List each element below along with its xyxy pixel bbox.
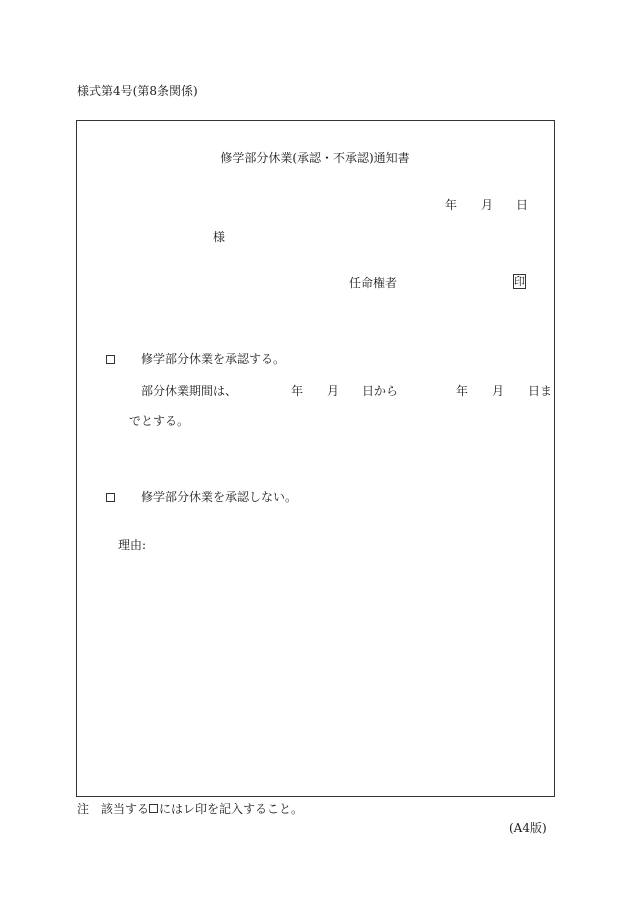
- period-end-year: 年: [456, 384, 469, 398]
- period-start-month: 月: [327, 384, 340, 398]
- reject-option-label: 修学部分休業を承認しない。: [141, 490, 298, 504]
- form-frame: [76, 120, 555, 797]
- reason-label: 理由:: [118, 538, 147, 552]
- date-year-label: 年: [445, 198, 458, 212]
- note-text-after: にはレ印を記入すること。: [159, 802, 304, 816]
- date-month-label: 月: [481, 198, 494, 212]
- note-marker: 注: [77, 802, 90, 816]
- period-label: 部分休業期間は、: [141, 384, 238, 398]
- authority-label: 任命権者: [349, 276, 398, 290]
- form-number-label: 様式第4号(第8条関係): [77, 84, 198, 98]
- note-text-before: 該当する: [101, 802, 150, 816]
- approve-checkbox[interactable]: [106, 355, 115, 364]
- document-title: 修学部分休業(承認・不承認)通知書: [220, 151, 410, 165]
- reject-checkbox[interactable]: [106, 493, 115, 502]
- period-end-day: 日ま: [528, 384, 553, 398]
- note-checkbox-symbol: [149, 804, 158, 813]
- period-start-day: 日から: [362, 384, 399, 398]
- paper-size-label: (A4版): [509, 821, 547, 835]
- period-end-text: でとする。: [129, 414, 190, 428]
- seal-mark: 印: [514, 275, 525, 288]
- approve-option-label: 修学部分休業を承認する。: [141, 352, 286, 366]
- date-day-label: 日: [516, 198, 529, 212]
- period-start-year: 年: [291, 384, 304, 398]
- period-end-month: 月: [492, 384, 505, 398]
- addressee-suffix: 様: [213, 230, 226, 244]
